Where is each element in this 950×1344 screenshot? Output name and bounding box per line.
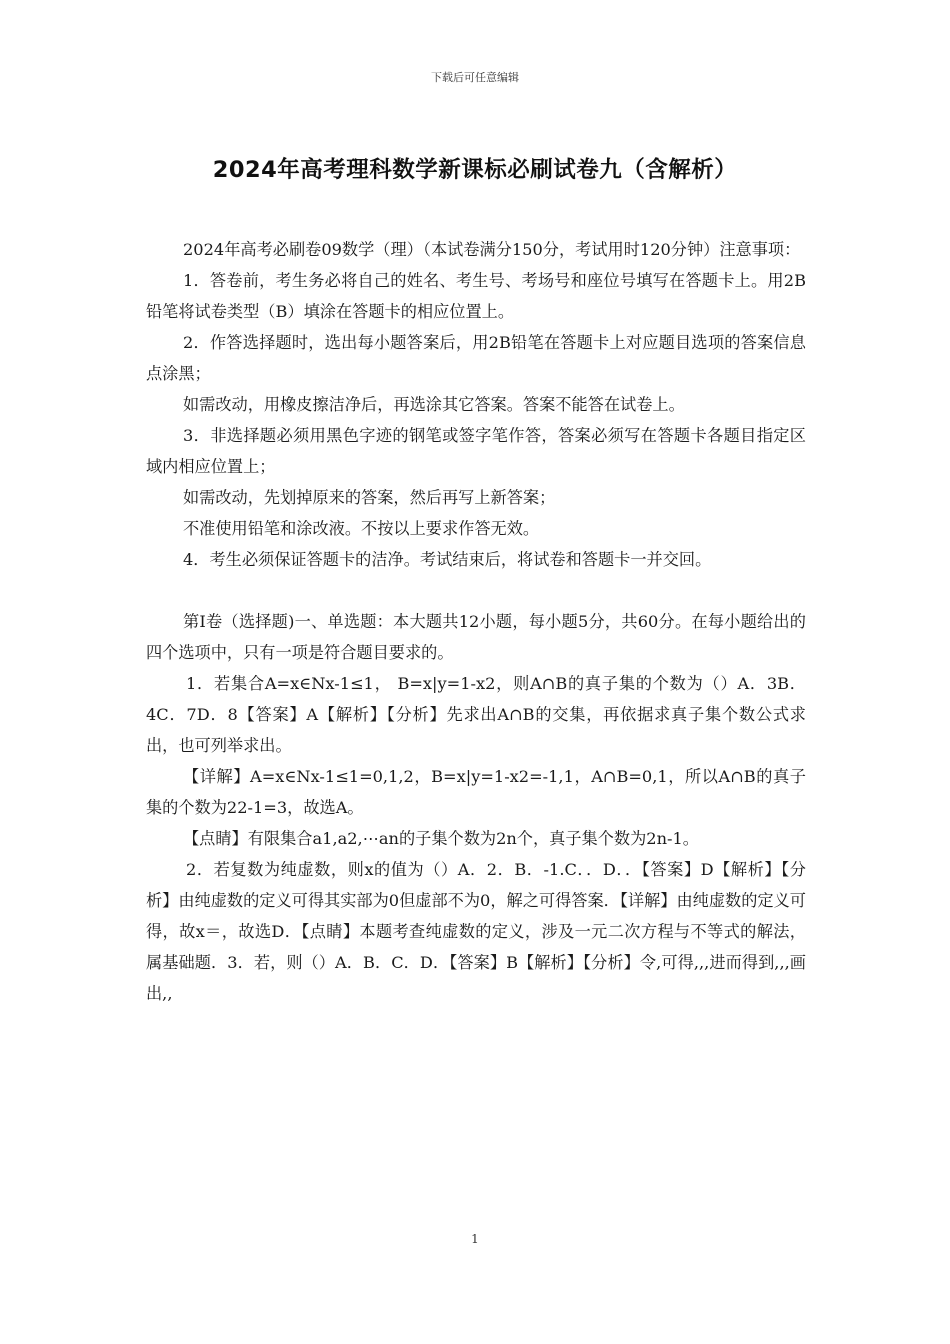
question-1-detail: 【详解】A=x∈Nx-1≤1=0,1,2，B=x|y=1-x2=-1,1，A∩B=0,1，所以A∩B的真子集的个数为22-1=3，故选A。 [146, 767, 806, 817]
section-intro: 第Ⅰ卷（选择题)一、单选题：本大题共12小题，每小题5分，共60分。在每小题给出的四个选项中，只有一项是符合题目要求的。 [146, 612, 806, 662]
page-number: 1 [471, 1232, 479, 1246]
notice-item-3-continued: 如需改动，先划掉原来的答案，然后再写上新答案； [183, 488, 556, 507]
notice-item-1: 1．答卷前，考生务必将自己的姓名、考生号、考场号和座位号填写在答题卡上。用2B铅笔将试卷类型（B）填涂在答题卡的相应位置上。 [146, 271, 806, 321]
notice-item-3: 3．非选择题必须用黑色字迹的钢笔或签字笔作答，答案必须写在答题卡各题目指定区域内相应位置上； [146, 426, 806, 476]
notice-item-3-rule: 不准使用铅笔和涂改液。不按以上要求作答无效。 [183, 519, 540, 538]
question-1-point: 【点睛】有限集合a1,a2,⋯an的子集个数为2n个，真子集个数为2n-1。 [183, 829, 699, 848]
question-1: 1．若集合A=x∈Nx-1≤1， B=x|y=1-x2，则A∩B的真子集的个数为（）A．3B．4C．7D．8【答案】A【解析】【分析】先求出A∩B的交集，再依据求真子集个数公式求出，也可列举求出。 [146, 674, 806, 755]
document-title: 2024年高考理科数学新课标必刷试卷九（含解析） [212, 157, 738, 183]
intro-paragraph: 2024年高考必刷卷09数学（理）（本试卷满分150分，考试用时120分钟）注意事项： [183, 240, 801, 259]
paragraph-spacer [146, 575, 806, 606]
document-body [146, 234, 806, 1009]
notice-item-2-continued: 如需改动，用橡皮擦洁净后，再选涂其它答案。答案不能答在试卷上。 [183, 395, 685, 414]
question-2-and-3: 2．若复数为纯虚数，则x的值为（）A．2．B．-1.C．．D．．【答案】D【解析】【分析】由纯虚数的定义可得其实部为0但虚部不为0，解之可得答案．【详解】由纯虚数的定义可得，故x＝，故选D．【点睛】本题考查纯虚数的定义，涉及一元二次方程与不等式的解法，属基础题．3．若，则（）A．B．C．D．【答案】B【解析】【分析】令,可得,,,进而得到,,,画出,, [146, 860, 806, 1003]
header-note: 下载后可任意编辑 [431, 71, 519, 84]
notice-item-2: 2．作答选择题时，选出每小题答案后，用2B铅笔在答题卡上对应题目选项的答案信息点涂黑； [146, 333, 806, 383]
notice-item-4: 4．考生必须保证答题卡的洁净。考试结束后，将试卷和答题卡一并交回。 [183, 550, 712, 569]
